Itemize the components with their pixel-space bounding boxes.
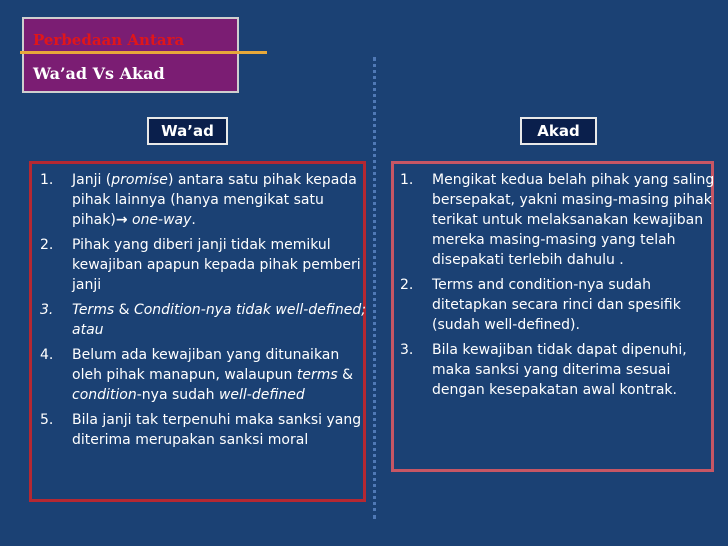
wad-item-4-terms: terms	[296, 367, 338, 383]
arrow-right-icon: →	[115, 212, 128, 228]
wad-item-4-condition: condition	[72, 387, 137, 403]
wad-list	[40, 170, 366, 455]
title-line1: Perbedaan Antara	[33, 31, 185, 49]
wad-item-4-text-b: -nya sudah	[136, 387, 219, 403]
wad-item-4	[40, 345, 366, 405]
wad-item-text	[72, 300, 366, 340]
akad-item-number: 1.	[400, 172, 414, 188]
wad-item-number: 1.	[40, 172, 54, 188]
wad-item-number: 5.	[40, 412, 54, 428]
akad-item-1	[400, 170, 716, 270]
wad-label: Wa’ad	[147, 117, 228, 145]
wad-item-number: 2.	[40, 237, 54, 253]
wad-item-3-terms: Terms	[72, 302, 115, 318]
wad-item-1	[40, 170, 366, 230]
title-underline	[20, 51, 267, 54]
wad-item-4-amp: &	[337, 367, 354, 383]
title-box	[22, 17, 239, 93]
wad-item-1-period: .	[191, 212, 196, 228]
akad-item-number: 2.	[400, 277, 414, 293]
wad-item-3	[40, 300, 366, 340]
wad-item-1-text-b: ) antara satu pihak kepada pihak lainnya (hanya mengikat satu pihak)	[72, 172, 357, 228]
wad-item-3-condition: Condition-nya tidak well-defined; atau	[72, 302, 366, 338]
wad-item-text: Bila janji tak terpenuhi maka sanksi yang diterima merupakan sanksi moral	[72, 412, 362, 448]
wad-item-text: Pihak yang diberi janji tidak memikul kewajiban apapun kepada pihak pemberi janji	[72, 237, 361, 293]
wad-item-4-well-defined: well-defined	[218, 387, 305, 403]
center-divider	[373, 57, 376, 519]
akad-label: Akad	[520, 117, 597, 145]
title-line2: Wa’ad Vs Akad	[33, 64, 165, 83]
wad-item-2	[40, 235, 366, 295]
akad-item-text: Terms and condition-nya sudah ditetapkan secara rinci dan spesifik (sudah well-defined).	[432, 277, 681, 333]
akad-item-number: 3.	[400, 342, 414, 358]
akad-item-3	[400, 340, 716, 400]
akad-item-2	[400, 275, 716, 335]
wad-item-1-one-way: one-way	[127, 212, 192, 228]
wad-item-text	[72, 345, 366, 405]
wad-item-3-amp: &	[114, 302, 134, 318]
wad-item-number: 3.	[40, 302, 54, 318]
akad-list	[400, 170, 716, 405]
wad-item-5	[40, 410, 366, 450]
wad-item-1-promise: promise	[111, 172, 168, 188]
wad-item-text	[72, 170, 366, 230]
wad-panel	[29, 161, 366, 502]
wad-item-4-text-a: Belum ada kewajiban yang ditunaikan oleh pihak manapun, walaupun	[72, 347, 340, 383]
akad-item-text: Mengikat kedua belah pihak yang saling bersepakat, yakni masing-masing pihak terikat untuk melaksanakan kewajiban mereka masing-masing yang telah disepakati terlebih dahulu .	[432, 172, 715, 268]
wad-item-1-text-a: Janji (	[72, 172, 112, 188]
akad-item-text: Bila kewajiban tidak dapat dipenuhi, maka sanksi yang diterima sesuai dengan kesepakatan awal kontrak.	[432, 342, 687, 398]
akad-panel	[391, 161, 714, 472]
wad-item-number: 4.	[40, 347, 54, 363]
